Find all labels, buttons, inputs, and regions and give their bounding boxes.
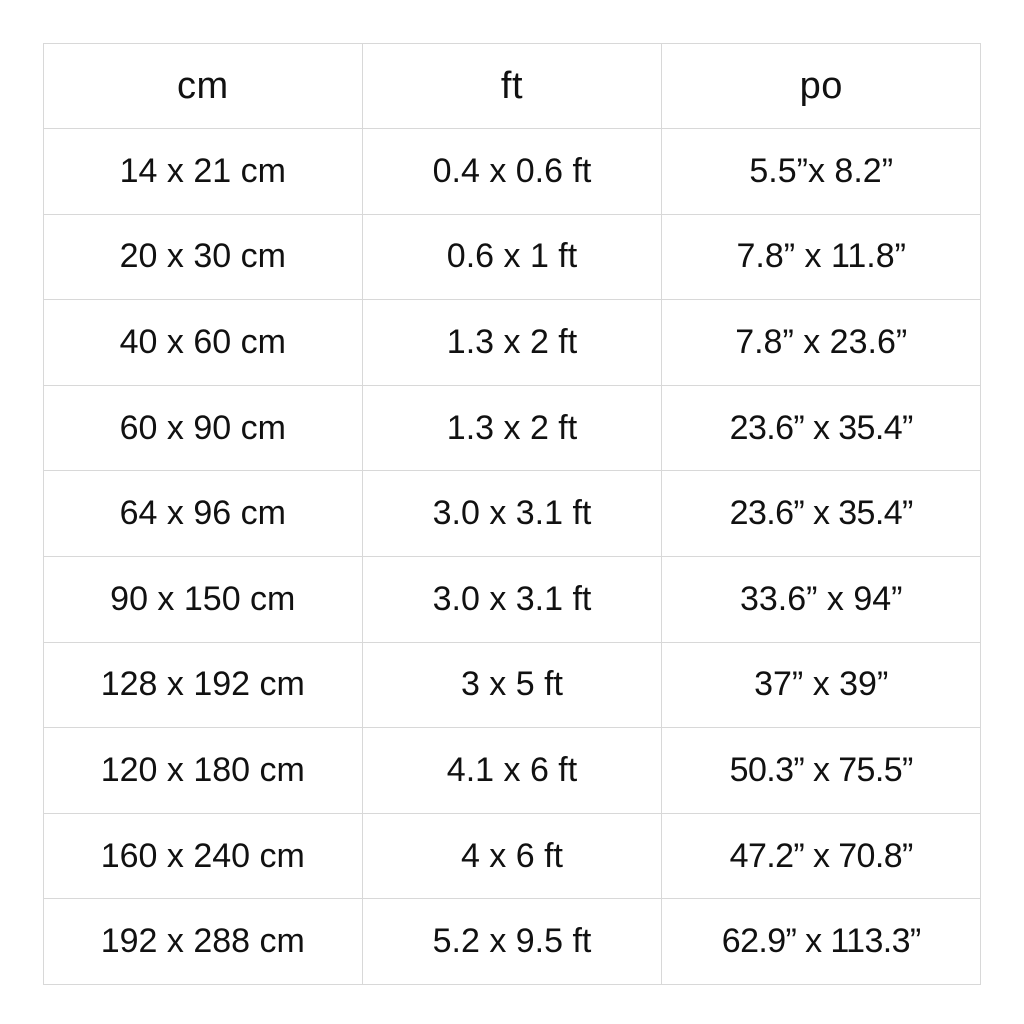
cell-ft: 3.0 x 3.1 ft bbox=[362, 471, 662, 557]
cell-ft: 4 x 6 ft bbox=[362, 813, 662, 899]
cell-po: 47.2” x 70.8” bbox=[662, 813, 981, 899]
cell-po: 7.8” x 11.8” bbox=[662, 214, 981, 300]
size-conversion-table bbox=[43, 43, 981, 985]
table-row bbox=[44, 813, 981, 899]
cell-po: 37” x 39” bbox=[662, 642, 981, 728]
cell-po: 5.5”x 8.2” bbox=[662, 129, 981, 215]
cell-ft: 0.6 x 1 ft bbox=[362, 214, 662, 300]
cell-ft: 3.0 x 3.1 ft bbox=[362, 556, 662, 642]
size-conversion-table-wrapper bbox=[43, 43, 981, 975]
cell-cm: 20 x 30 cm bbox=[44, 214, 363, 300]
cell-ft: 5.2 x 9.5 ft bbox=[362, 899, 662, 985]
table-row bbox=[44, 300, 981, 386]
cell-cm: 14 x 21 cm bbox=[44, 129, 363, 215]
table-row bbox=[44, 214, 981, 300]
cell-cm: 160 x 240 cm bbox=[44, 813, 363, 899]
cell-ft: 3 x 5 ft bbox=[362, 642, 662, 728]
cell-cm: 192 x 288 cm bbox=[44, 899, 363, 985]
column-header-ft: ft bbox=[362, 44, 662, 129]
table-row bbox=[44, 728, 981, 814]
cell-ft: 1.3 x 2 ft bbox=[362, 300, 662, 386]
column-header-cm: cm bbox=[44, 44, 363, 129]
table-row bbox=[44, 385, 981, 471]
table-row bbox=[44, 471, 981, 557]
table-row bbox=[44, 129, 981, 215]
cell-po: 33.6” x 94” bbox=[662, 556, 981, 642]
cell-po: 7.8” x 23.6” bbox=[662, 300, 981, 386]
cell-ft: 0.4 x 0.6 ft bbox=[362, 129, 662, 215]
cell-po: 23.6” x 35.4” bbox=[662, 385, 981, 471]
column-header-po: po bbox=[662, 44, 981, 129]
cell-cm: 60 x 90 cm bbox=[44, 385, 363, 471]
cell-ft: 1.3 x 2 ft bbox=[362, 385, 662, 471]
table-row bbox=[44, 642, 981, 728]
cell-cm: 40 x 60 cm bbox=[44, 300, 363, 386]
table-header-row bbox=[44, 44, 981, 129]
table-header bbox=[44, 44, 981, 129]
cell-po: 50.3” x 75.5” bbox=[662, 728, 981, 814]
cell-po: 62.9” x 113.3” bbox=[662, 899, 981, 985]
cell-ft: 4.1 x 6 ft bbox=[362, 728, 662, 814]
table-row bbox=[44, 899, 981, 985]
cell-cm: 64 x 96 cm bbox=[44, 471, 363, 557]
cell-po: 23.6” x 35.4” bbox=[662, 471, 981, 557]
table-row bbox=[44, 556, 981, 642]
cell-cm: 128 x 192 cm bbox=[44, 642, 363, 728]
table-body bbox=[44, 129, 981, 985]
cell-cm: 120 x 180 cm bbox=[44, 728, 363, 814]
cell-cm: 90 x 150 cm bbox=[44, 556, 363, 642]
